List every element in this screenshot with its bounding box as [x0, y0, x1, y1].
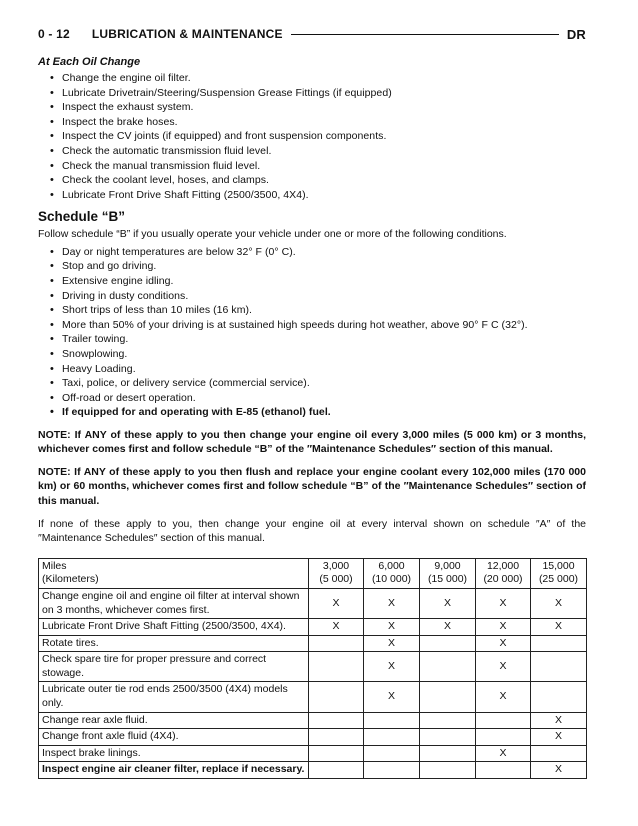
list-item: • Day or night temperatures are below 32° F (0° C).	[48, 245, 586, 260]
list-item: • Check the automatic transmission fluid level.	[48, 144, 586, 159]
list-item: • Short trips of less than 10 miles (16 km).	[48, 303, 586, 318]
mark-cell: X	[531, 762, 587, 779]
mark-cell	[309, 635, 364, 652]
mark-cell: X	[476, 652, 531, 682]
table-row	[39, 635, 587, 652]
manual-page	[38, 24, 586, 779]
table-row	[39, 619, 587, 636]
mark-cell	[420, 652, 476, 682]
list-item: • Taxi, police, or delivery service (commercial service).	[48, 376, 586, 391]
mark-cell	[476, 762, 531, 779]
list-item: • Check the coolant level, hoses, and clamps.	[48, 173, 586, 188]
interval-km: (15 000)	[427, 573, 468, 586]
list-item: • Snowplowing.	[48, 347, 586, 362]
mark-cell	[531, 652, 587, 682]
miles-label: Miles	[42, 559, 67, 572]
mark-cell	[309, 745, 364, 762]
table-row	[39, 762, 587, 779]
interval-miles: 6,000	[378, 559, 405, 572]
mark-cell: X	[531, 712, 587, 729]
mark-cell	[309, 712, 364, 729]
mark-cell	[309, 682, 364, 712]
mark-cell: X	[420, 619, 476, 636]
schedule-b-intro: Follow schedule “B” if you usually operate your vehicle under one or more of the following conditions.	[38, 228, 507, 241]
mark-cell: X	[309, 619, 364, 636]
mark-cell: X	[476, 588, 531, 618]
column-header	[39, 558, 309, 588]
task-cell: Lubricate outer tie rod ends 2500/3500 (4X4) models only.	[39, 682, 309, 712]
mark-cell	[420, 712, 476, 729]
list-item: • Off-road or desert operation.	[48, 391, 586, 406]
mark-cell: X	[476, 619, 531, 636]
mark-cell: X	[364, 635, 420, 652]
interval-km: (25 000)	[538, 573, 579, 586]
mark-cell: X	[309, 588, 364, 618]
table-row	[39, 745, 587, 762]
mark-cell: X	[420, 588, 476, 618]
mark-cell	[476, 712, 531, 729]
mark-cell	[309, 729, 364, 746]
mark-cell: X	[531, 619, 587, 636]
list-item: • Stop and go driving.	[48, 259, 586, 274]
list-item: • Extensive engine idling.	[48, 274, 586, 289]
model-code: DR	[566, 26, 586, 42]
interval-miles: 15,000	[542, 559, 575, 572]
task-cell: Inspect engine air cleaner filter, replace if necessary.	[39, 762, 309, 779]
km-label: (Kilometers)	[42, 573, 99, 586]
maintenance-schedule-table	[38, 558, 587, 779]
list-item: • Inspect the exhaust system.	[48, 100, 586, 115]
task-cell: Lubricate Front Drive Shaft Fitting (2500/3500, 4X4).	[39, 619, 309, 636]
column-header	[309, 558, 364, 588]
list-item: • Inspect the brake hoses.	[48, 115, 586, 130]
mark-cell: X	[476, 635, 531, 652]
column-header	[420, 558, 476, 588]
mark-cell: X	[476, 682, 531, 712]
list-item: • Check the manual transmission fluid level.	[48, 159, 586, 174]
page-header	[38, 24, 586, 44]
mark-cell	[364, 762, 420, 779]
table-row	[39, 712, 587, 729]
interval-miles: 3,000	[322, 559, 350, 572]
list-item: • Heavy Loading.	[48, 362, 586, 377]
task-cell: Change engine oil and engine oil filter at interval shown on 3 months, whichever comes first.	[39, 588, 309, 618]
interval-miles: 9,000	[434, 559, 461, 572]
list-item: • If equipped for and operating with E-85 (ethanol) fuel.	[48, 405, 586, 420]
oil-change-list	[38, 71, 586, 202]
header-rule	[291, 34, 559, 35]
list-item: • More than 50% of your driving is at sustained high speeds during hot weather, above 90° F C (32°).	[48, 318, 586, 333]
task-cell: Change rear axle fluid.	[39, 712, 309, 729]
mark-cell: X	[364, 682, 420, 712]
page-number: 0 - 12	[38, 27, 70, 41]
list-item: • Trailer towing.	[48, 332, 586, 347]
conditions-list	[38, 245, 586, 420]
mark-cell	[420, 635, 476, 652]
interval-km: (5 000)	[319, 573, 353, 586]
coolant-note: NOTE: If ANY of these apply to you then flush and replace your engine coolant every 102,000 miles (170 000 km) or 60 months, whichever comes first and follow schedule “B” of the ″Maintenance Schedules″ section of this manual.	[38, 465, 586, 507]
mark-cell: X	[531, 588, 587, 618]
list-item: • Lubricate Front Drive Shaft Fitting (2500/3500, 4X4).	[48, 188, 586, 203]
schedule-b-heading: Schedule “B”	[38, 209, 126, 225]
list-item: • Driving in dusty conditions.	[48, 289, 586, 304]
table-row	[39, 729, 587, 746]
mark-cell: X	[364, 652, 420, 682]
mark-cell	[309, 652, 364, 682]
task-cell: Change front axle fluid (4X4).	[39, 729, 309, 746]
table-row	[39, 682, 587, 712]
mark-cell	[420, 762, 476, 779]
task-cell: Check spare tire for proper pressure and correct stowage.	[39, 652, 309, 682]
mark-cell	[420, 729, 476, 746]
mark-cell	[531, 682, 587, 712]
mark-cell	[531, 635, 587, 652]
mark-cell: X	[364, 619, 420, 636]
mark-cell: X	[364, 588, 420, 618]
column-header	[364, 558, 420, 588]
table-row	[39, 588, 587, 618]
list-item: • Lubricate Drivetrain/Steering/Suspension Grease Fittings (if equipped)	[48, 86, 586, 101]
mark-cell	[531, 745, 587, 762]
mark-cell	[364, 729, 420, 746]
mark-cell	[476, 729, 531, 746]
interval-km: (10 000)	[371, 573, 412, 586]
mark-cell	[309, 762, 364, 779]
task-cell: Rotate tires.	[39, 635, 309, 652]
table-header-row	[39, 558, 587, 588]
task-cell: Inspect brake linings.	[39, 745, 309, 762]
interval-km: (20 000)	[483, 573, 523, 586]
interval-miles: 12,000	[486, 559, 520, 572]
list-item: • Inspect the CV joints (if equipped) and front suspension components.	[48, 129, 586, 144]
section-title: LUBRICATION & MAINTENANCE	[91, 27, 283, 41]
list-item: • Change the engine oil filter.	[48, 71, 586, 86]
mark-cell	[420, 682, 476, 712]
mark-cell: X	[476, 745, 531, 762]
mark-cell	[364, 745, 420, 762]
mark-cell	[420, 745, 476, 762]
mark-cell: X	[531, 729, 587, 746]
mark-cell	[364, 712, 420, 729]
schedule-a-paragraph: If none of these apply to you, then change your engine oil at every interval shown on schedule ″A″ of the ″Maintenance Schedules″ section of this manual.	[38, 517, 586, 545]
table-row	[39, 652, 587, 682]
oil-change-note: NOTE: If ANY of these apply to you then change your engine oil every 3,000 miles (5 000 km) or 3 months, whichever comes first and follow schedule “B” of the ″Maintenance Schedules″ section of this manual.	[38, 428, 586, 456]
column-header	[531, 558, 587, 588]
oil-change-title: At Each Oil Change	[38, 56, 141, 68]
column-header	[476, 558, 531, 588]
